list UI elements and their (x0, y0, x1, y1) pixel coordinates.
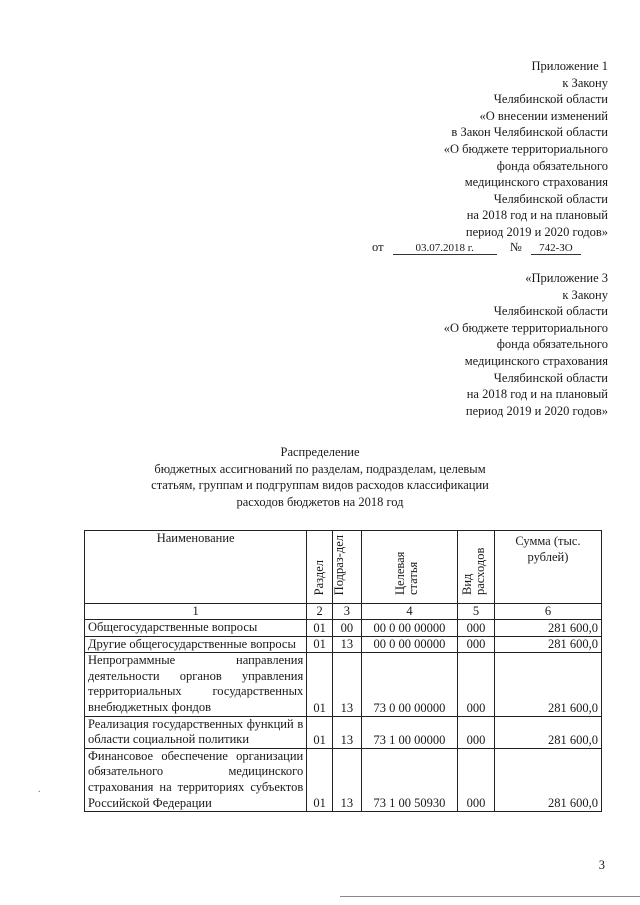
appendix-1-line: «О внесении изменений (479, 108, 608, 123)
table-row (85, 636, 602, 653)
number-prefix: № (509, 240, 522, 254)
row-target: 00 0 00 00000 (361, 620, 457, 637)
row-target: 00 0 00 00000 (361, 636, 457, 653)
row-name: Финансовое обеспечение организации обязательного медицинского страхования на территориях субъектов Российской Федерации (85, 748, 307, 811)
appendix-3-line: Челябинской области (493, 304, 608, 319)
row-type: 000 (458, 716, 495, 748)
row-subsection: 00 (332, 620, 361, 637)
document-title (100, 444, 540, 510)
header-subsection: Подраз-дел (332, 531, 361, 604)
appendix-3-line: «О бюджете территориального (443, 320, 608, 335)
row-type: 000 (458, 653, 495, 716)
table-row (85, 716, 602, 748)
table-row (85, 653, 602, 716)
row-section: 01 (307, 716, 333, 748)
title-line: бюджетных ассигнований по разделам, подразделам, целевым (154, 461, 486, 476)
appendix-3-line: на 2018 год и на плановый (466, 387, 608, 402)
appendix-3-line: медицинского страхования (464, 353, 608, 368)
law-number: 742-ЗО (531, 242, 581, 255)
appendix-1-line: Челябинской области (493, 191, 608, 206)
header-type: Вид расходов (458, 531, 495, 604)
row-sum: 281 600,0 (494, 620, 601, 637)
appendix-3-header (444, 270, 608, 419)
row-section: 01 (307, 653, 333, 716)
appendix-1-line: медицинского страхования (464, 175, 608, 190)
appendix-3-line: период 2019 и 2020 годов» (465, 403, 608, 418)
title-line: статьям, группам и подгруппам видов расходов классификации (151, 478, 489, 493)
appendix-3-line: «Приложение 3 (525, 271, 608, 285)
appendix-1-line: на 2018 год и на плановый (466, 208, 608, 223)
row-target: 73 1 00 00000 (361, 716, 457, 748)
table-header-row (85, 531, 602, 604)
column-number: 2 (307, 604, 333, 620)
title-line: Распределение (280, 445, 360, 459)
margin-mark: . (38, 784, 41, 795)
header-name: Наименование (85, 531, 307, 604)
appendix-3-line: Челябинской области (493, 370, 608, 385)
row-name: Общегосударственные вопросы (85, 620, 307, 637)
column-number: 3 (332, 604, 361, 620)
column-number: 4 (361, 604, 457, 620)
table-row (85, 748, 602, 811)
row-target: 73 1 00 50930 (361, 748, 457, 811)
appendix-1-line: «О бюджете территориального (443, 141, 608, 156)
header-target: Целевая статья (361, 531, 457, 604)
row-sum: 281 600,0 (494, 636, 601, 653)
appendix-1-header (444, 58, 608, 241)
row-section: 01 (307, 636, 333, 653)
row-sum: 281 600,0 (494, 716, 601, 748)
row-section: 01 (307, 620, 333, 637)
page-number: 3 (598, 858, 605, 872)
title-line: расходов бюджетов на 2018 год (236, 494, 404, 509)
appendix-1-line: Приложение 1 (531, 59, 608, 73)
row-sum: 281 600,0 (494, 653, 601, 716)
law-date: 03.07.2018 г. (393, 242, 497, 255)
row-subsection: 13 (332, 716, 361, 748)
row-section: 01 (307, 748, 333, 811)
bottom-scan-line (340, 896, 640, 897)
table-body (85, 620, 602, 812)
date-prefix: от (372, 240, 384, 254)
row-name: Реализация государственных функций в области социальной политики (85, 716, 307, 748)
law-date-line (372, 240, 581, 255)
appendix-1-line: период 2019 и 2020 годов» (465, 224, 608, 239)
row-type: 000 (458, 620, 495, 637)
header-section: Раздел (307, 531, 333, 604)
row-sum: 281 600,0 (494, 748, 601, 811)
appendix-3-line: фонда обязательного (496, 337, 608, 352)
row-type: 000 (458, 748, 495, 811)
column-number: 1 (85, 604, 307, 620)
column-number-row (85, 604, 602, 620)
row-subsection: 13 (332, 748, 361, 811)
row-subsection: 13 (332, 636, 361, 653)
appendix-1-line: в Закон Челябинской области (451, 125, 608, 140)
appendix-3-line: к Закону (562, 287, 608, 302)
appendix-1-line: к Закону (562, 75, 608, 90)
row-type: 000 (458, 636, 495, 653)
appendix-1-line: Челябинской области (493, 92, 608, 107)
header-sum: Сумма (тыс. рублей) (494, 531, 601, 604)
row-subsection: 13 (332, 653, 361, 716)
row-name: Другие общегосударственные вопросы (85, 636, 307, 653)
table-row (85, 620, 602, 637)
budget-table (84, 530, 602, 812)
row-target: 73 0 00 00000 (361, 653, 457, 716)
column-number: 5 (458, 604, 495, 620)
row-name: Непрограммные направления деятельности органов управления территориальных государственных внебюджетных фондов (85, 653, 307, 716)
appendix-1-line: фонда обязательного (496, 158, 608, 173)
column-number: 6 (494, 604, 601, 620)
